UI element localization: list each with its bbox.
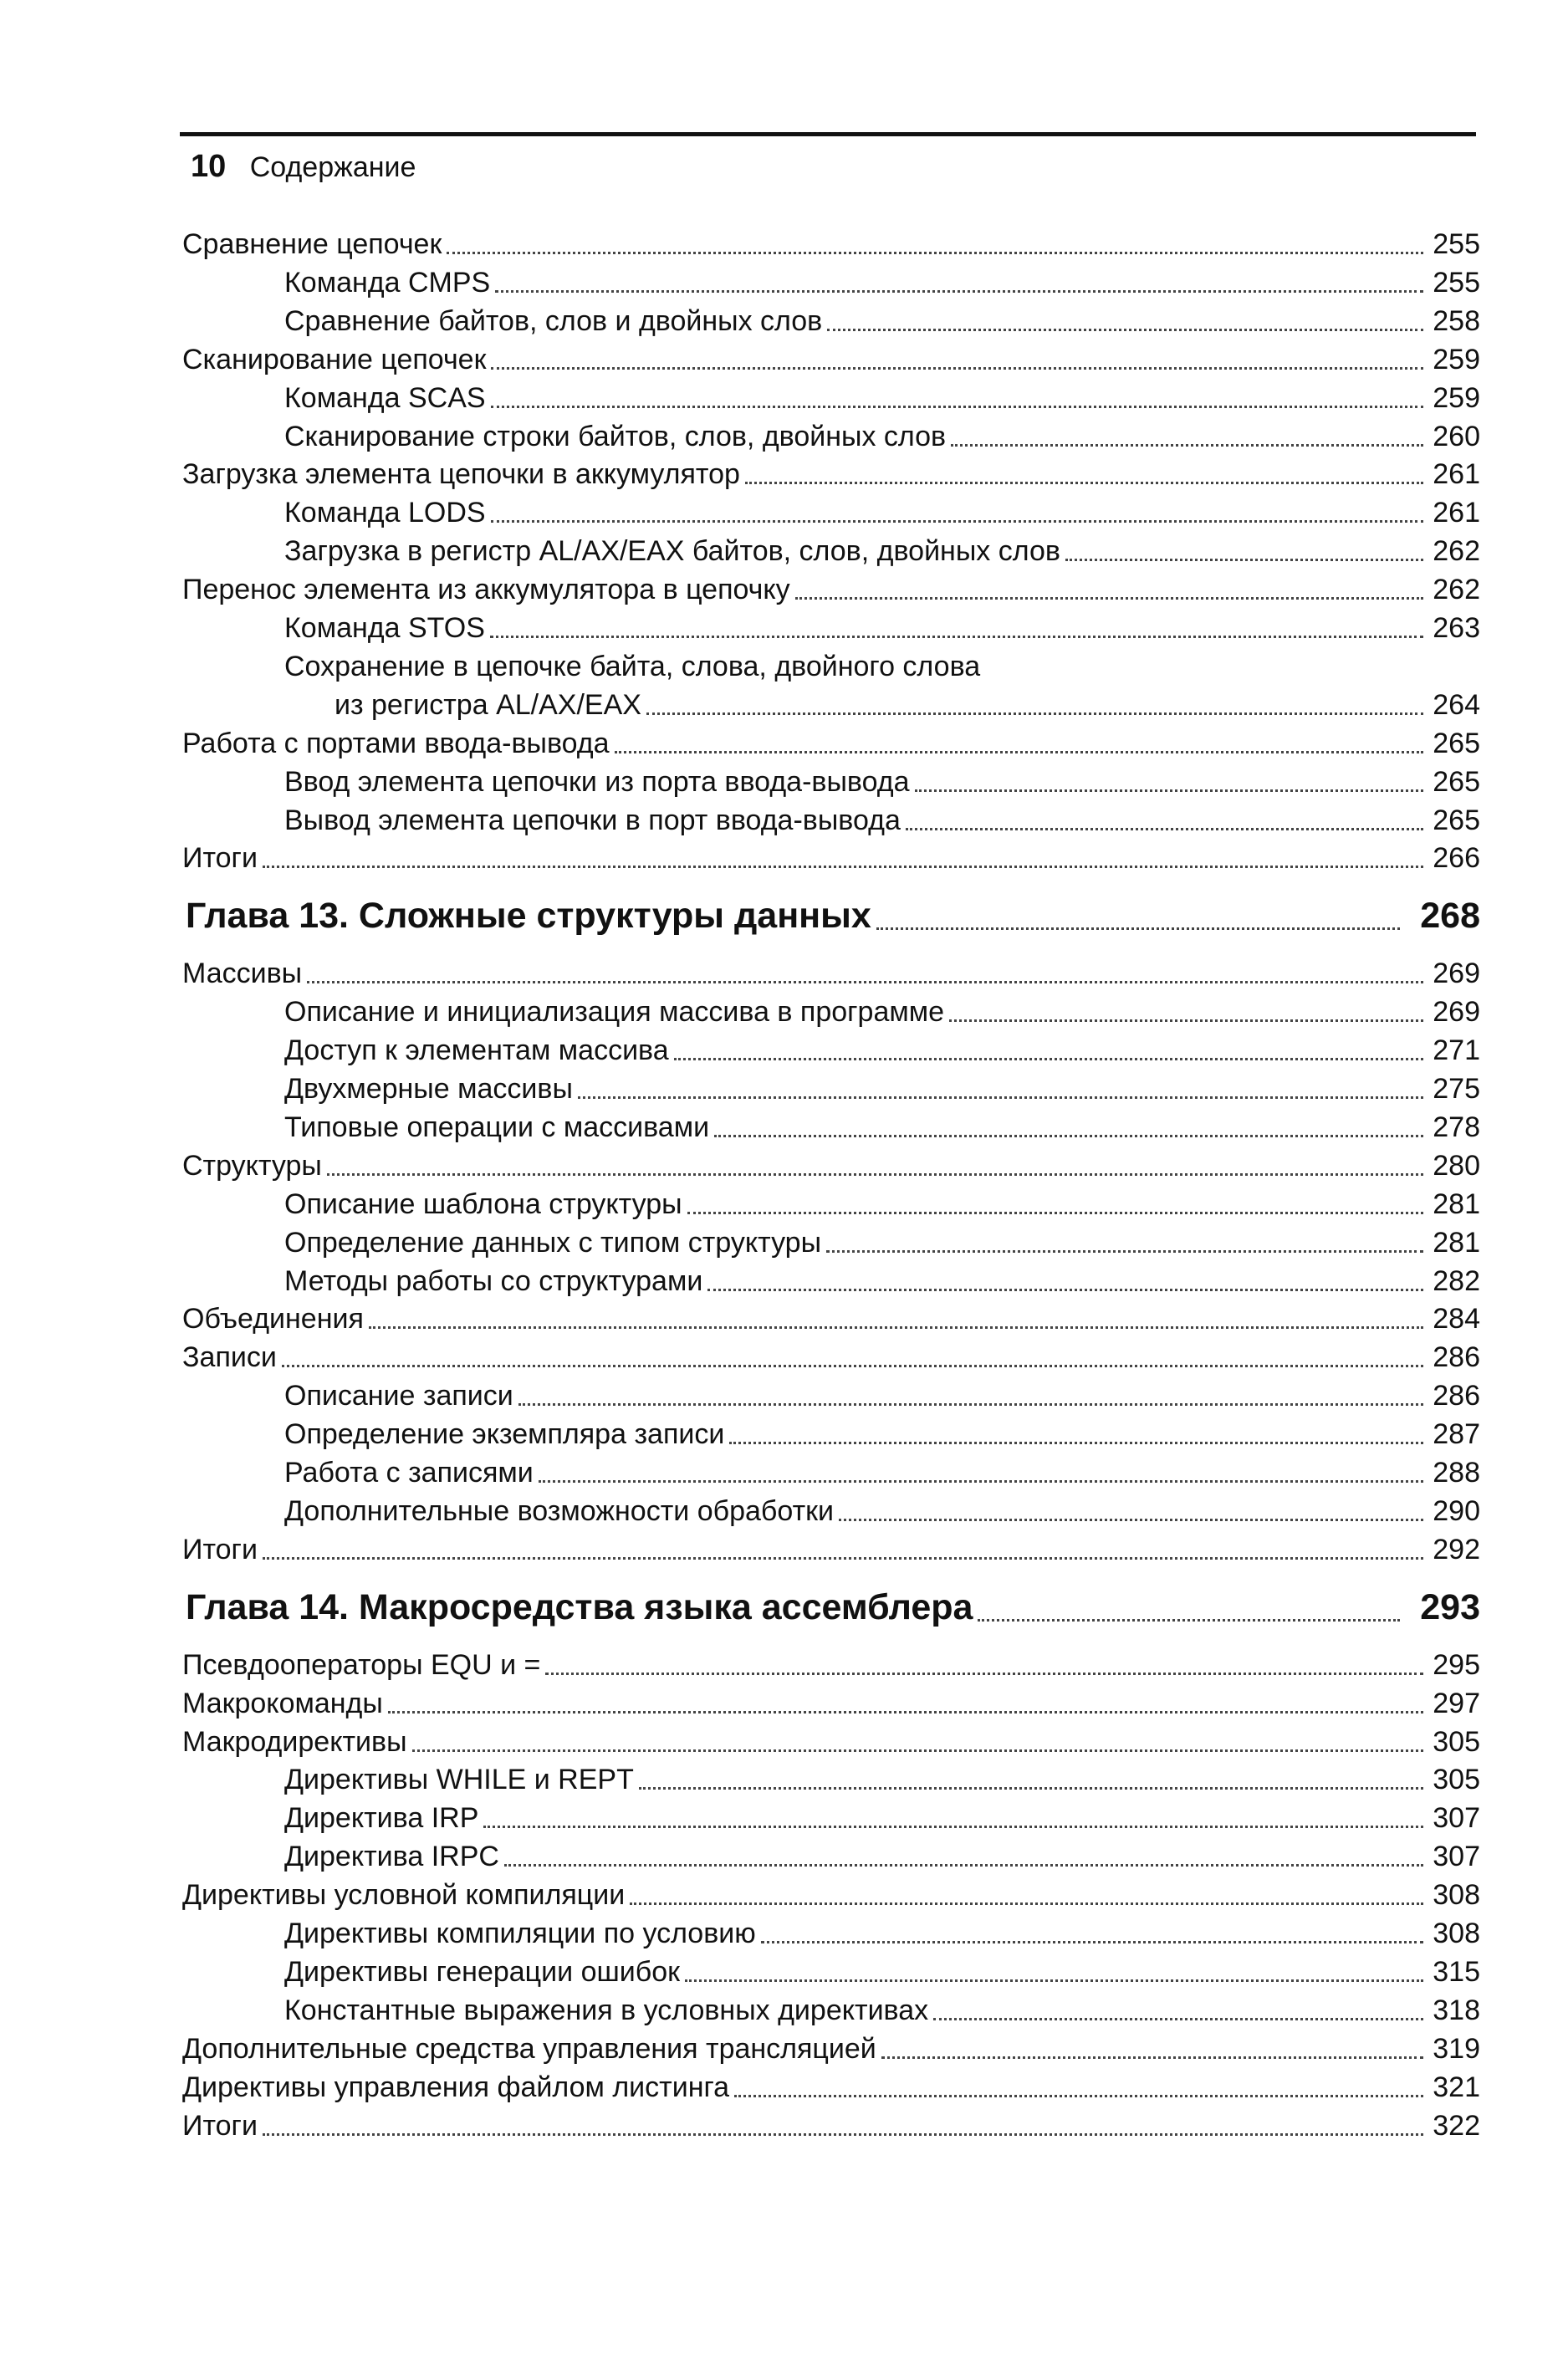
toc-page-number: 266 [1433,842,1480,875]
toc-entry-label: Директивы генерации ошибок [284,1955,681,1988]
toc-entry-label: Сравнение цепочек [182,228,442,260]
toc-page-number: 261 [1433,458,1480,491]
dot-leader [933,2018,1423,2020]
dot-leader [495,290,1423,293]
toc-entry[interactable] [284,1067,1480,1106]
toc-entry-label: Сканирование цепочек [182,343,487,375]
toc-entry[interactable] [182,222,1480,261]
toc-page-number: 315 [1433,1955,1480,1988]
toc-entry-label: из регистра AL/AX/EAX [335,688,641,721]
dot-leader [714,1135,1423,1137]
toc-page-number: 268 [1420,896,1480,937]
toc-entry-label: Дополнительные возможности обработки [284,1494,835,1527]
toc-page-number: 308 [1433,1918,1480,1949]
toc-entry[interactable] [284,1796,1480,1835]
toc-entry-label: Массивы [182,958,303,990]
dot-leader [646,712,1423,715]
dot-leader [687,1212,1423,1214]
dot-leader [826,1250,1423,1253]
toc-entry-label: Константные выражения в условных директивах [284,1994,929,2026]
toc-entry[interactable] [284,261,1480,299]
toc-entry[interactable] [182,1336,1480,1374]
dot-leader [729,1442,1423,1444]
toc-page-number: 280 [1433,1149,1480,1182]
dot-leader [630,1902,1423,1905]
dot-leader [745,482,1423,484]
toc-entry[interactable] [284,990,1480,1029]
dot-leader [795,597,1423,600]
toc-page-number: 319 [1433,2032,1480,2065]
toc-page-number: 271 [1433,1034,1480,1067]
toc-entry-label: Директивы условной компиляции [182,1879,626,1912]
dot-leader [578,1096,1423,1099]
dot-leader [388,1711,1423,1713]
dot-leader [949,1019,1423,1022]
toc-page-number: 262 [1433,574,1480,606]
toc-page-number: 260 [1433,420,1480,452]
dot-leader [978,1619,1400,1622]
toc-entry[interactable] [335,683,1480,722]
toc-page-number: 259 [1433,381,1480,414]
toc-entry[interactable] [284,1221,1480,1259]
toc-page-number: 322 [1433,2109,1480,2142]
toc-entry-label: Доступ к элементам массива [284,1034,669,1067]
dot-leader [761,1941,1423,1943]
toc-page-number: 255 [1433,266,1480,299]
toc-page-number: 258 [1433,304,1480,337]
toc-entry-label: Вывод элемента цепочки в порт ввода-вывода [284,804,901,836]
toc-page-number: 264 [1433,688,1480,721]
toc-entry-label: Итоги [182,842,258,875]
toc-entry[interactable] [284,1758,1480,1796]
dot-leader [447,252,1423,254]
toc-page-number: 282 [1433,1264,1480,1297]
chapter-title: Глава 14. Макросредства языка ассемблера [186,1586,973,1627]
toc-entry[interactable] [182,1297,1480,1336]
toc-entry-label: Директивы компиляции по условию [284,1918,756,1949]
toc-entry[interactable] [284,415,1480,453]
toc-entry-label: Команда STOS [284,612,485,644]
header-rule [180,132,1476,136]
toc-entry[interactable] [182,568,1480,606]
page-number: 10 [191,149,227,184]
toc-page-number: 278 [1433,1111,1480,1143]
toc-entry-label: Объединения [182,1303,364,1336]
dot-leader [915,789,1424,792]
toc-page-number: 262 [1433,535,1480,568]
dot-leader [707,1289,1423,1291]
toc-entry[interactable] [284,1489,1480,1528]
toc-entry-label: Работа с портами ввода-вывода [182,727,610,759]
dot-leader [827,329,1423,331]
toc-entry-label: Псевдооператоры EQU и = [182,1648,541,1681]
toc-entry-label: Описание записи [284,1380,513,1412]
toc-entry[interactable] [284,1259,1480,1298]
toc-entry-label: Директива IRPC [284,1841,499,1873]
toc-entry-label: Команда SCAS [284,381,486,414]
dot-leader [491,406,1423,408]
toc-entry[interactable] [284,1374,1480,1412]
toc-page-number: 290 [1433,1494,1480,1527]
toc-entry-label: Определение экземпляра записи [284,1418,725,1451]
toc-entry[interactable] [182,1873,1480,1912]
chapter-title: Глава 13. Сложные структуры данных [186,896,871,937]
toc-page-number: 321 [1433,2071,1480,2103]
toc-page-number: 288 [1433,1457,1480,1489]
toc-entry-label: Описание и инициализация массива в программе [284,996,945,1029]
toc-entry-label: Загрузка в регистр AL/AX/EAX байтов, слов, двойных слов [284,535,1060,568]
running-head [191,149,416,191]
toc-page-number: 295 [1433,1648,1480,1681]
toc-entry-label: Работа с записями [284,1457,534,1489]
toc-entry-label: Определение данных с типом структуры [284,1226,822,1259]
toc-entry-label: Команда CMPS [284,266,491,299]
toc-entry-label: Команда LODS [284,497,486,529]
dot-leader [539,1480,1423,1483]
toc-page-number: 307 [1433,1802,1480,1835]
toc-entry[interactable] [284,1106,1480,1144]
toc-page-number: 269 [1433,996,1480,1029]
dot-leader [545,1673,1423,1675]
toc-entry[interactable] [182,836,1480,875]
dot-leader [483,1826,1423,1828]
toc-entry-label: Описание шаблона структуры [284,1187,682,1220]
toc-page-number: 265 [1433,804,1480,836]
dot-leader [490,636,1423,638]
toc-entry[interactable] [182,1682,1480,1720]
toc-entry-label: Записи [182,1341,277,1374]
toc-entry-label: Итоги [182,1533,258,1565]
toc-page-number: 286 [1433,1341,1480,1374]
toc-entry-label: Ввод элемента цепочки из порта ввода-вывода [284,765,910,798]
toc-entry[interactable] [182,1720,1480,1759]
dot-leader [906,828,1423,830]
toc-page-number: 265 [1433,765,1480,798]
dot-leader [282,1365,1423,1367]
toc-page-number: 305 [1433,1764,1480,1796]
toc-page-number: 297 [1433,1687,1480,1719]
dot-leader [491,367,1423,370]
toc-entry-label: Структуры [182,1149,322,1182]
dot-leader [881,2056,1423,2059]
toc-entry-label: Директивы WHILE и REPT [284,1764,634,1796]
toc-entry[interactable] [284,760,1480,799]
toc-entry-label: Итоги [182,2109,258,2142]
dot-leader [734,2095,1423,2097]
dot-leader [307,981,1423,983]
toc-page-number: 292 [1433,1533,1480,1565]
dot-leader [412,1749,1423,1752]
toc-entry[interactable] [182,722,1480,760]
toc-entry-label: Сохранение в цепочке байта, слова, двойного слова [284,650,981,682]
toc-entry[interactable] [182,452,1480,491]
toc-page-number: 265 [1433,727,1480,759]
toc-entry[interactable] [182,2027,1480,2066]
toc-entry-label: Типовые операции с массивами [284,1111,710,1143]
toc-page-number: 259 [1433,343,1480,375]
toc-page-number: 318 [1433,1994,1480,2026]
dot-leader [491,520,1423,523]
toc-page-number: 269 [1433,958,1480,990]
toc-page-number: 255 [1433,228,1480,260]
dot-leader [839,1519,1423,1521]
toc-chapter[interactable] [186,890,1480,937]
toc-entry[interactable] [182,1528,1480,1566]
dot-leader [504,1864,1423,1867]
toc-entry[interactable] [182,2066,1480,2104]
toc-entry-label: Дополнительные средства управления трансляцией [182,2032,876,2065]
toc-entry[interactable] [182,952,1480,990]
toc-page-number: 308 [1433,1879,1480,1912]
dot-leader [1065,559,1423,561]
dot-leader [263,2133,1423,2136]
toc-entry-label: Директива IRP [284,1802,479,1835]
toc-entry[interactable] [284,376,1480,415]
toc-entry-label: Двухмерные массивы [284,1073,573,1105]
dot-leader [263,866,1423,868]
toc-entry[interactable] [284,491,1480,529]
toc-page-number: 286 [1433,1380,1480,1412]
toc-entry[interactable] [182,338,1480,376]
toc-entry[interactable] [284,1989,1480,2027]
toc-entry[interactable] [284,1950,1480,1989]
section-title: Содержание [249,151,416,183]
dot-leader [951,444,1423,447]
toc-entry[interactable] [284,1182,1480,1221]
toc-page-number: 275 [1433,1073,1480,1105]
toc-page-number: 281 [1433,1226,1480,1259]
toc-entry[interactable] [284,1912,1480,1950]
dot-leader [369,1326,1423,1329]
toc-entry[interactable] [284,606,1480,645]
toc-entry[interactable] [284,299,1480,338]
dot-leader [685,1979,1423,1982]
toc-entry[interactable] [284,1412,1480,1451]
toc-entry[interactable] [284,799,1480,837]
toc-entry-label: Макродирективы [182,1725,407,1758]
toc-page-number: 261 [1433,497,1480,529]
toc-page-number: 281 [1433,1187,1480,1220]
toc-entry-label: Директивы управления файлом листинга [182,2071,730,2103]
toc-entry[interactable] [284,1029,1480,1067]
dot-leader [674,1058,1423,1060]
toc-page-number: 293 [1420,1586,1480,1627]
toc-entry[interactable] [284,1835,1480,1873]
toc-entry-label: Перенос элемента из аккумулятора в цепочку [182,574,790,606]
dot-leader [876,927,1400,930]
toc-entry-label: Сравнение байтов, слов и двойных слов [284,304,823,337]
toc-page-number: 284 [1433,1303,1480,1336]
toc-page-number: 307 [1433,1841,1480,1873]
dot-leader [639,1787,1423,1790]
toc-entry[interactable] [284,1451,1480,1489]
toc-entry-label: Загрузка элемента цепочки в аккумулятор [182,458,740,491]
dot-leader [263,1557,1423,1560]
dot-leader [615,751,1423,753]
toc-entry[interactable] [284,529,1480,568]
toc-entry-label: Сканирование строки байтов, слов, двойных слов [284,420,947,452]
toc-entry[interactable] [182,1144,1480,1182]
toc-entry-label: Макрокоманды [182,1687,383,1719]
dot-leader [327,1173,1423,1176]
toc-entry-label: Методы работы со структурами [284,1264,703,1297]
toc-entry[interactable] [284,645,1480,683]
toc-page-number: 305 [1433,1725,1480,1758]
toc-entry[interactable] [182,1643,1480,1682]
toc-page-number: 263 [1433,612,1480,644]
toc-page-number: 287 [1433,1418,1480,1451]
dot-leader [518,1403,1423,1406]
toc-entry[interactable] [182,2104,1480,2143]
toc-chapter[interactable] [186,1581,1480,1628]
